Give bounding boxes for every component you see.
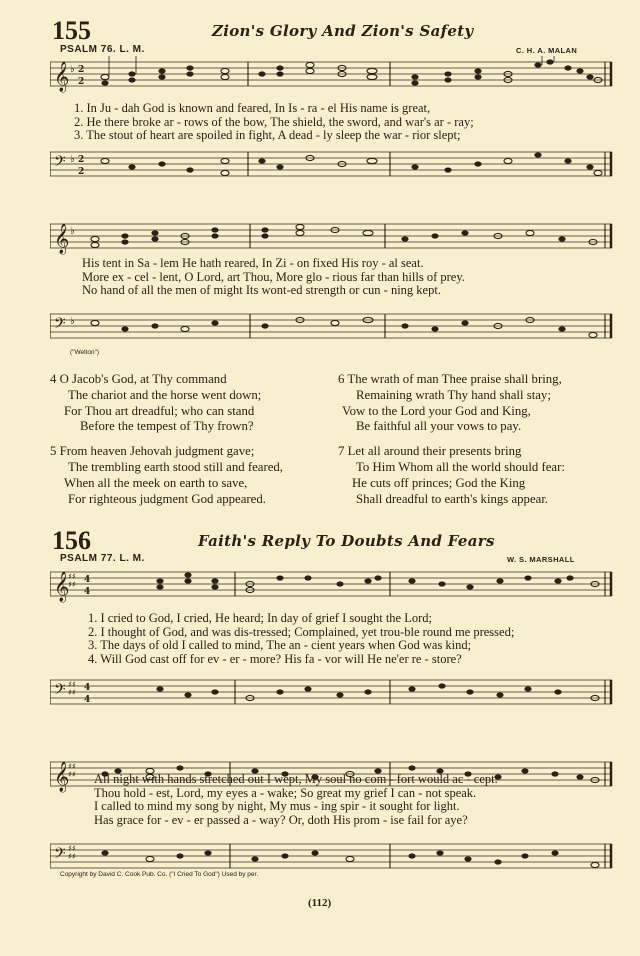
- verse-line: The wrath of man Thee praise shall bring,: [347, 372, 562, 386]
- hymn-155-title: Zion's Glory And Zion's Safety: [212, 22, 474, 40]
- svg-text:♯♯: ♯♯: [68, 688, 76, 697]
- hymn-155-meter: PSALM 76. L. M.: [60, 44, 145, 55]
- lyric-line: 2. He there broke ar - rows of the bow, The shield, the sword, and war's ar - ray;: [74, 114, 474, 129]
- hymn-156-title: Faith's Reply To Doubts And Fears: [198, 532, 495, 550]
- verse-line: The chariot and the horse went down;: [68, 387, 262, 402]
- svg-text:♯♯: ♯♯: [68, 572, 76, 581]
- lyric-line: Thou hold - est, Lord, my eyes a - wake; So great my grief I can - not speak.: [94, 785, 477, 800]
- svg-text:𝄢: 𝄢: [54, 153, 66, 174]
- svg-text:♭: ♭: [70, 226, 75, 237]
- verse-number: 5: [50, 444, 57, 459]
- bass-staff: [50, 152, 612, 177]
- verse-line: Be faithful all your vows to pay.: [356, 419, 522, 434]
- verse-number: 4: [50, 372, 57, 386]
- verse-line: O Jacob's God, at Thy command: [59, 372, 227, 386]
- lyric-line: 1. In Ju - dah God is known and feared, In Is - ra - el His name is great,: [74, 101, 431, 115]
- hymn-156-number: 156: [52, 526, 91, 555]
- verse-line: Remaining wrath Thy hand shall stay;: [356, 387, 551, 402]
- hymn-156-meter: PSALM 77. L. M.: [60, 553, 145, 564]
- svg-text:♯♯: ♯♯: [68, 852, 76, 861]
- hymn-156-system-2-lyrics: [94, 773, 498, 827]
- lyric-line: No hand of all the men of might Its wont-ed strength or cun - ning kept.: [82, 283, 441, 297]
- svg-text:♭: ♭: [70, 154, 75, 165]
- svg-text:♭: ♭: [70, 64, 75, 75]
- svg-text:♯♯: ♯♯: [68, 844, 76, 853]
- lyric-line: More ex - cel - lent, O Lord, art Thou, More glo - rious far than hills of prey.: [82, 269, 465, 284]
- svg-text:4: 4: [84, 587, 91, 597]
- lyric-line: I called to mind my song by night, My mus - ing spir - it sought for light.: [94, 799, 460, 813]
- hymn-155-system-1-lyrics: [74, 102, 474, 143]
- svg-text:2: 2: [78, 155, 85, 165]
- svg-text:2: 2: [78, 77, 85, 87]
- verse-7: [338, 444, 565, 507]
- svg-text:♯♯: ♯♯: [68, 770, 76, 779]
- svg-text:𝄞: 𝄞: [54, 572, 70, 602]
- lyric-line: All night with hands stretched out I wept, My soul no com - fort would ac - cept.: [94, 772, 498, 786]
- svg-text:♯♯: ♯♯: [68, 680, 76, 689]
- verse-line: To Him Whom all the world should fear:: [356, 459, 565, 474]
- verse-number: 6: [338, 372, 345, 386]
- page-number: (112): [308, 897, 332, 909]
- svg-text:𝄢: 𝄢: [54, 315, 66, 336]
- verse-5: [50, 444, 283, 507]
- hymn-156-composer: W. S. MARSHALL: [507, 555, 575, 564]
- svg-text:2: 2: [78, 167, 85, 177]
- svg-text:𝄞: 𝄞: [54, 224, 70, 254]
- verse-line: Before the tempest of Thy frown?: [80, 419, 254, 434]
- lyric-line: 1. I cried to God, I cried, He heard; In day of grief I sought the Lord;: [88, 611, 432, 625]
- treble-staff: [50, 223, 612, 255]
- verse-line: For Thou art dreadful; who can stand: [64, 403, 255, 418]
- hymn-155-tune-name: ("Welton"): [70, 349, 100, 356]
- hymn-155-composer: C. H. A. MALAN: [516, 46, 578, 55]
- svg-text:4: 4: [84, 575, 91, 585]
- verse-line: Shall dreadful to earth's kings appear.: [356, 491, 549, 506]
- lyric-line: 2. I thought of God, and was dis-tressed; Complained, yet trou-ble round me pressed;: [88, 624, 515, 639]
- svg-text:4: 4: [84, 695, 91, 705]
- svg-text:𝄢: 𝄢: [54, 845, 66, 866]
- verse-line: He cuts off princes; God the King: [352, 475, 526, 490]
- verse-line: Let all around their presents bring: [347, 444, 522, 459]
- svg-text:4: 4: [84, 683, 91, 693]
- verse-line: From heaven Jehovah judgment gave;: [59, 444, 255, 459]
- svg-text:♯♯: ♯♯: [68, 580, 76, 589]
- verse-4: [50, 372, 283, 435]
- verse-6: [338, 372, 565, 435]
- lyric-line: Has grace for - ev - er passed a - way? Or, doth His prom - ise fail for aye?: [94, 812, 468, 827]
- verse-line: The trembling earth stood still and feared,: [68, 459, 283, 474]
- svg-text:𝄢: 𝄢: [54, 681, 66, 702]
- copyright-notice: Copyright by David C. Cook Pub. Co. ("I Cried To God") Used by per.: [60, 871, 259, 878]
- verse-number: 7: [338, 444, 345, 459]
- svg-text:𝄞: 𝄞: [54, 62, 70, 92]
- lyric-line: 4. Will God cast off for ev - er - more? His fa - vor will He ne'er re - store?: [88, 651, 462, 666]
- bass-staff: [50, 680, 612, 705]
- svg-text:♯♯: ♯♯: [68, 762, 76, 771]
- lyric-line: His tent in Sa - lem He hath reared, In Zi - on fixed His roy - al seat.: [82, 256, 424, 270]
- hymn-155-verses-right: [338, 372, 565, 507]
- hymn-156-system-1-lyrics: [88, 612, 514, 666]
- svg-text:♭: ♭: [70, 316, 75, 327]
- verse-line: For righteous judgment God appeared.: [68, 491, 266, 506]
- verse-line: Vow to the Lord your God and King,: [342, 403, 531, 418]
- verse-line: When all the meek on earth to save,: [64, 475, 248, 490]
- svg-text:𝄞: 𝄞: [54, 762, 70, 792]
- hymn-155-number: 155: [52, 16, 91, 45]
- svg-text:2: 2: [78, 65, 85, 75]
- lyric-line: 3. The stout of heart are spoiled in fight, A dead - ly sleep the war - rior slept;: [74, 128, 461, 142]
- lyric-line: 3. The days of old I called to mind, The an - cient years when God was kind;: [88, 638, 472, 652]
- hymn-155-verses-left: [50, 372, 283, 507]
- treble-staff: [50, 61, 612, 93]
- hymn-155-system-2-lyrics: [82, 257, 465, 298]
